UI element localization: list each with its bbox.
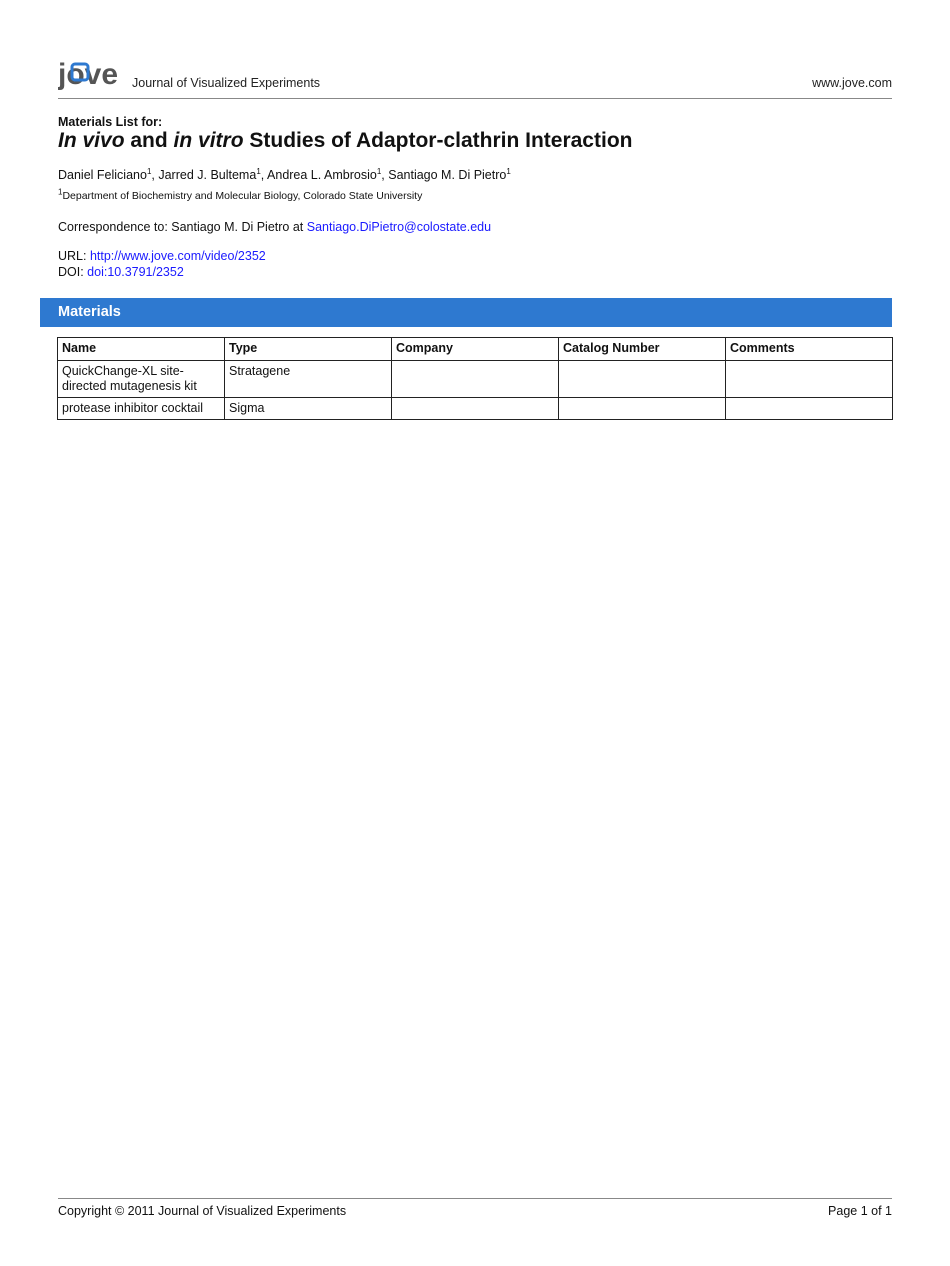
article-links [58, 248, 266, 280]
page-number: Page 1 of 1 [828, 1204, 892, 1218]
column-header: Type [225, 338, 392, 361]
doi-line [58, 264, 266, 280]
page-header [58, 60, 892, 99]
affiliation-sup: 1 [58, 187, 63, 197]
author: Daniel Feliciano [58, 168, 147, 182]
author-separator: , [151, 168, 159, 182]
table-row [58, 361, 893, 398]
table-row [58, 398, 893, 420]
materials-heading-bar [40, 298, 892, 327]
table-cell: protease inhibitor cocktail [58, 398, 225, 420]
site-url[interactable]: www.jove.com [812, 76, 892, 90]
column-header: Company [392, 338, 559, 361]
title-rest: Studies of Adaptor-clathrin Interaction [243, 129, 633, 152]
url-link[interactable]: http://www.jove.com/video/2352 [89, 249, 266, 263]
title-italic-2: in vitro [173, 129, 244, 152]
materials-heading: Materials [58, 304, 121, 320]
affiliation [58, 187, 423, 202]
column-header: Comments [726, 338, 893, 361]
table-cell [726, 361, 893, 398]
author-affil-sup: 1 [256, 166, 261, 176]
table-header-row [58, 338, 893, 361]
title-italic-1: In vivo [58, 129, 125, 152]
author-separator: , [381, 168, 389, 182]
page-footer [58, 1198, 892, 1218]
author: Jarred J. Bultema [158, 168, 257, 182]
author-list [58, 168, 511, 182]
copyright: Copyright © 2011 Journal of Visualized Experiments [58, 1204, 347, 1218]
correspondence-email-link[interactable]: Santiago.DiPietro@colostate.edu [306, 220, 492, 234]
correspondence [58, 220, 491, 234]
doi-label: DOI: [58, 265, 88, 279]
table-cell [392, 361, 559, 398]
affiliation-text: Department of Biochemistry and Molecular Biology, Colorado State University [62, 190, 423, 202]
author: Santiago M. Di Pietro [388, 168, 507, 182]
article-title [58, 129, 632, 153]
url-label: URL: [58, 249, 90, 263]
author-affil-sup: 1 [146, 166, 152, 176]
author-separator: , [260, 168, 268, 182]
column-header: Catalog Number [559, 338, 726, 361]
materials-list-label: Materials List for: [58, 115, 163, 129]
table-cell [392, 398, 559, 420]
table-cell [726, 398, 893, 420]
column-header: Name [58, 338, 225, 361]
table-cell [559, 398, 726, 420]
table-cell: Stratagene [225, 361, 392, 398]
doi-link[interactable]: doi:10.3791/2352 [87, 265, 184, 279]
logo-text: jove [58, 60, 119, 91]
author-affil-sup: 1 [506, 166, 511, 176]
author-affil-sup: 1 [376, 166, 382, 176]
title-and: and [124, 129, 174, 152]
jove-logo [58, 60, 128, 96]
materials-table [57, 337, 893, 420]
correspondence-prefix: Correspondence to: Santiago M. Di Pietro at [58, 220, 307, 234]
author: Andrea L. Ambrosio [267, 168, 377, 182]
table-cell [559, 361, 726, 398]
journal-name: Journal of Visualized Experiments [132, 76, 321, 90]
table-cell: Sigma [225, 398, 392, 420]
url-line [58, 248, 266, 264]
table-cell: QuickChange-XL site-directed mutagenesis kit [58, 361, 225, 398]
